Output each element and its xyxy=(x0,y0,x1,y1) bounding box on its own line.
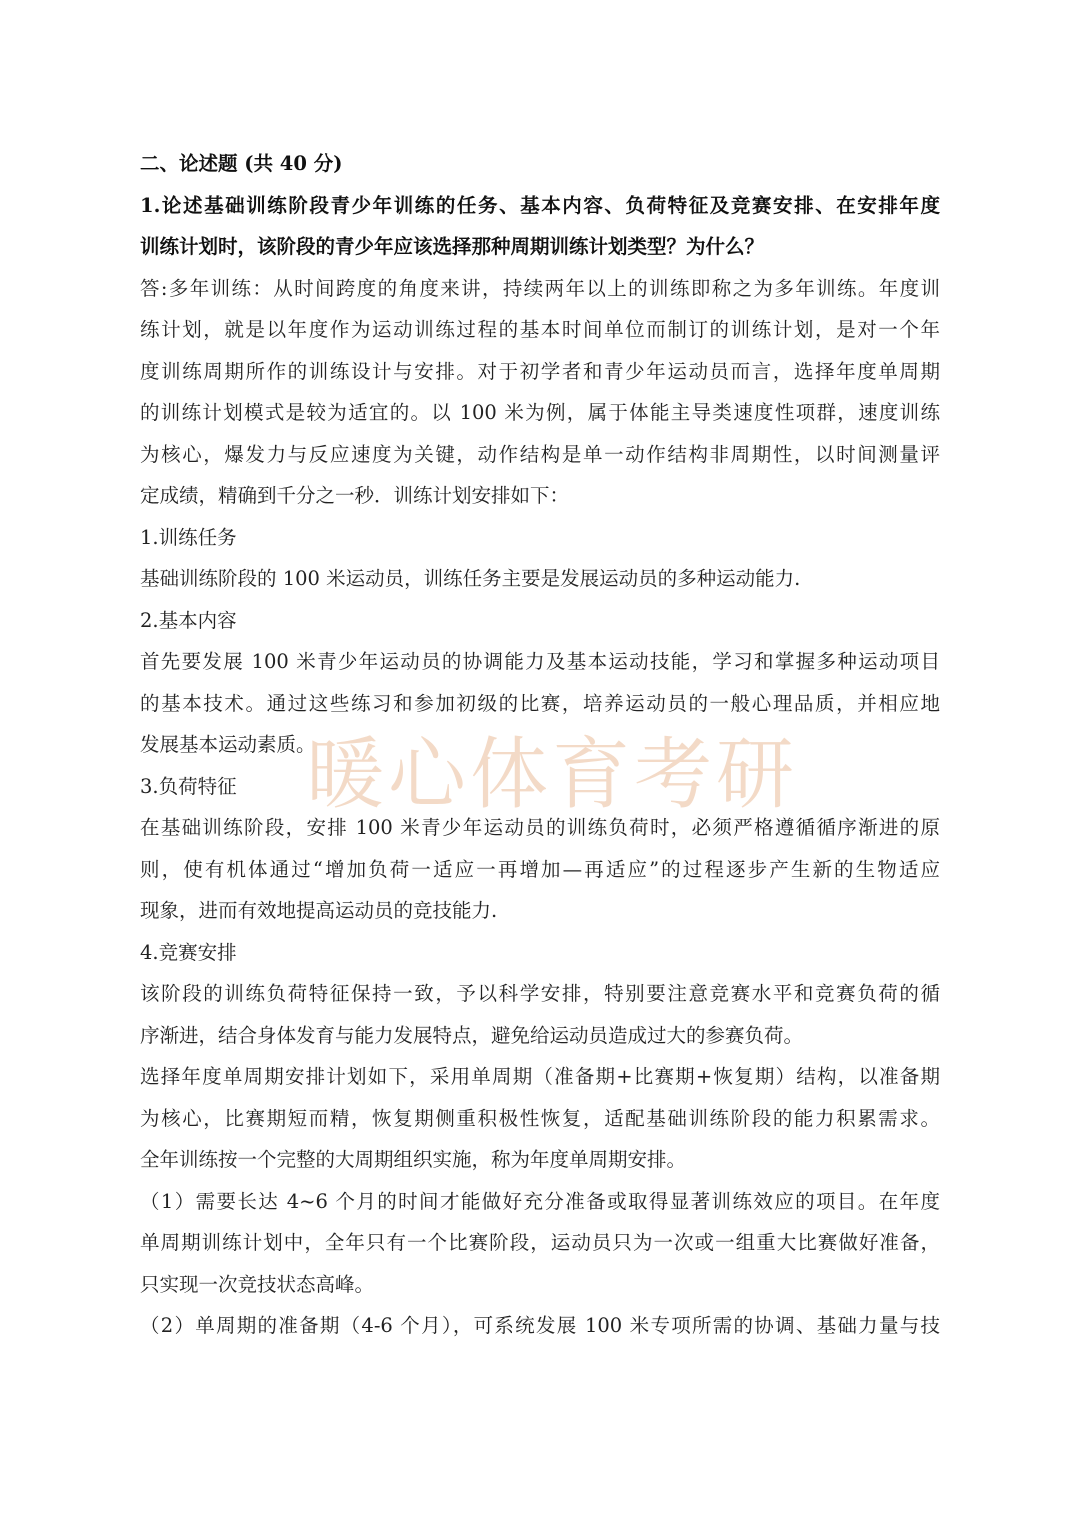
point1-line-1: （1）需要长达 4~6 个月的时间才能做好充分准备或取得显著训练效应的项目。在年度 xyxy=(140,1189,940,1213)
section-heading: 二、论述题 (共 40 分) xyxy=(140,152,343,175)
task-title: 1.训练任务 xyxy=(140,525,237,549)
content-line-2: 的基本技术。通过这些练习和参加初级的比赛，培养运动员的一般心理品质，并相应地 xyxy=(140,691,940,715)
document-body xyxy=(140,143,940,1347)
load-line-1: 在基础训练阶段，安排 100 米青少年运动员的训练负荷时，必须严格遵循循序渐进的原 xyxy=(140,816,940,839)
content-line-1: 首先要发展 100 米青少年运动员的协调能力及基本运动技能，学习和掌握多种运动项目 xyxy=(140,650,940,673)
load-line-3: 现象，进而有效地提高运动员的竞技能力. xyxy=(140,899,498,922)
load-line-2: 则，使有机体通过“增加负荷一适应一再增加—再适应”的过程逐步产生新的生物适应 xyxy=(140,857,940,881)
answer-line-2: 练计划，就是以年度作为运动训练过程的基本时间单位而制订的训练计划，是对一个年 xyxy=(140,318,940,341)
question-line-2: 训练计划时，该阶段的青少年应该选择那种周期训练计划类型？为什么？ xyxy=(140,235,765,258)
load-title: 3.负荷特征 xyxy=(140,774,237,798)
competition-line-2: 序渐进，结合身体发育与能力发展特点，避免给运动员造成过大的参赛负荷。 xyxy=(140,1023,804,1047)
content-line-3: 发展基本运动素质。 xyxy=(140,733,316,756)
content-title: 2.基本内容 xyxy=(140,608,237,632)
answer-line-4: 的训练计划模式是较为适宜的。以 100 米为例，属于体能主导类速度性项群，速度训练 xyxy=(140,401,940,424)
answer-line-6: 定成绩，精确到千分之一秒．训练计划安排如下： xyxy=(140,484,570,507)
question-line-1: 1.论述基础训练阶段青少年训练的任务、基本内容、负荷特征及竞赛安排、在安排年度 xyxy=(140,193,940,217)
plan-line-2: 为核心，比赛期短而精，恢复期侧重积极性恢复，适配基础训练阶段的能力积累需求。 xyxy=(140,1106,940,1130)
task-line-1: 基础训练阶段的 100 米运动员，训练任务主要是发展运动员的多种运动能力. xyxy=(140,567,801,590)
competition-title: 4.竞赛安排 xyxy=(140,940,237,964)
point2-line-1: （2）单周期的准备期（4-6 个月），可系统发展 100 米专项所需的协调、基础力量与技 xyxy=(140,1314,940,1337)
answer-line-3: 度训练周期所作的训练设计与安排。对于初学者和青少年运动员而言，选择年度单周期 xyxy=(140,359,940,383)
competition-line-1: 该阶段的训练负荷特征保持一致，予以科学安排，特别要注意竞赛水平和竞赛负荷的循 xyxy=(140,982,940,1005)
plan-line-1: 选择年度单周期安排计划如下，采用单周期（准备期+比赛期+恢复期）结构，以准备期 xyxy=(140,1065,940,1088)
watermark: 暖心体育考研 xyxy=(306,730,799,820)
answer-line-5: 为核心，爆发力与反应速度为关键，动作结构是单一动作结构非周期性，以时间测量评 xyxy=(140,442,940,466)
point1-line-3: 只实现一次竞技状态高峰。 xyxy=(140,1272,375,1296)
point1-line-2: 单周期训练计划中，全年只有一个比赛阶段，运动员只为一次或一组重大比赛做好准备， xyxy=(140,1231,940,1254)
answer-line-1: 答:多年训练：从时间跨度的角度来讲，持续两年以上的训练即称之为多年训练。年度训 xyxy=(140,276,940,300)
plan-line-3: 全年训练按一个完整的大周期组织实施，称为年度单周期安排。 xyxy=(140,1148,687,1171)
